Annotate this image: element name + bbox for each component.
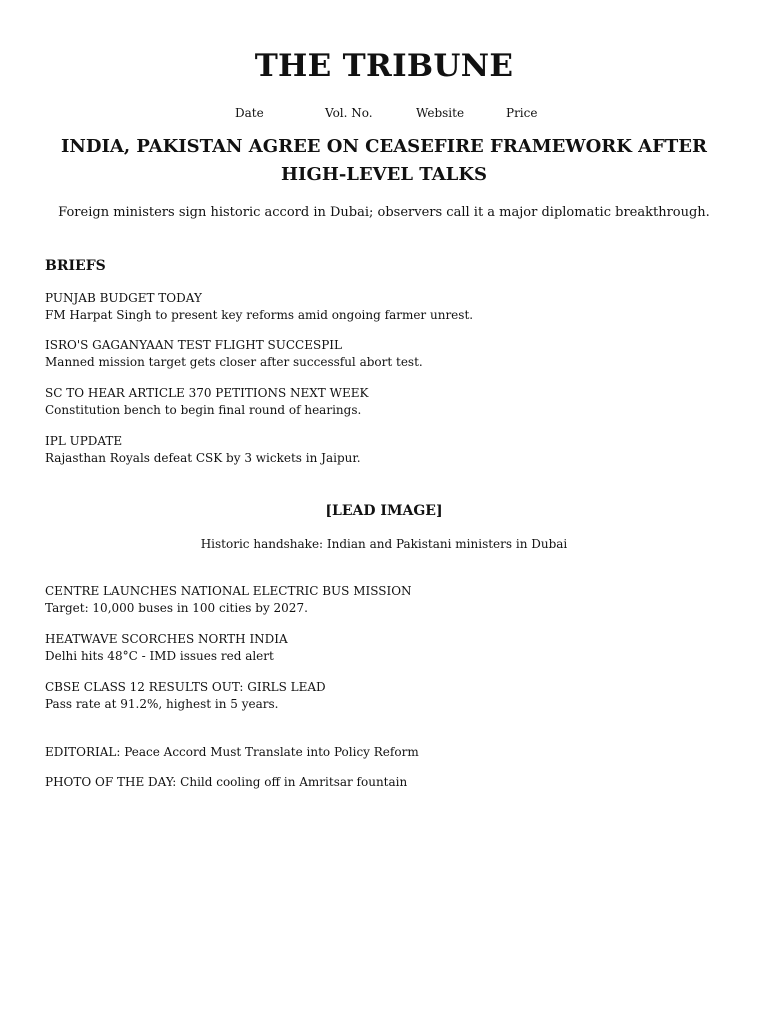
story-body: Target: 10,000 buses in 100 cities by 2027.	[45, 601, 308, 615]
briefs-heading: BRIEFS	[45, 258, 106, 274]
brief-item	[45, 337, 725, 371]
brief-title: ISRO'S GAGANYAAN TEST FLIGHT SUCCESPIL	[45, 338, 342, 352]
meta-website: Website	[416, 106, 465, 120]
story-item	[45, 631, 725, 665]
story-body: Delhi hits 48°C - IMD issues red alert	[45, 649, 274, 663]
story-body: Pass rate at 91.2%, highest in 5 years.	[45, 697, 279, 711]
brief-body: Manned mission target gets closer after successful abort test.	[45, 355, 423, 369]
brief-body: FM Harpat Singh to present key reforms amid ongoing farmer unrest.	[45, 308, 474, 322]
lead-subhead: Foreign ministers sign historic accord in Dubai; observers call it a major diplomatic breakthrough.	[58, 205, 710, 220]
masthead-title: THE TRIBUNE	[254, 48, 514, 84]
story-item	[45, 583, 725, 617]
brief-title: SC TO HEAR ARTICLE 370 PETITIONS NEXT WEEK	[45, 386, 369, 400]
story-title: CENTRE LAUNCHES NATIONAL ELECTRIC BUS MISSION	[45, 584, 412, 598]
story-title: HEATWAVE SCORCHES NORTH INDIA	[45, 632, 288, 646]
meta-volume: Vol. No.	[325, 106, 373, 120]
story-item	[45, 679, 725, 713]
lead-image-caption: Historic handshake: Indian and Pakistani ministers in Dubai	[200, 537, 568, 551]
brief-item	[45, 433, 725, 467]
brief-body: Constitution bench to begin final round of hearings.	[45, 403, 362, 417]
meta-date: Date	[235, 106, 264, 120]
brief-body: Rajasthan Royals defeat CSK by 3 wickets in Jaipur.	[45, 451, 361, 465]
meta-price: Price	[506, 106, 538, 120]
brief-item	[45, 385, 725, 419]
lead-image-placeholder: [LEAD IMAGE]	[325, 503, 443, 519]
photo-of-the-day-line: PHOTO OF THE DAY: Child cooling off in Amritsar fountain	[45, 775, 408, 789]
lead-headline: INDIA, PAKISTAN AGREE ON CEASEFIRE FRAMEWORK AFTER HIGH-LEVEL TALKS	[61, 136, 707, 185]
brief-title: IPL UPDATE	[45, 434, 123, 448]
story-title: CBSE CLASS 12 RESULTS OUT: GIRLS LEAD	[45, 680, 326, 694]
brief-title: PUNJAB BUDGET TODAY	[45, 291, 202, 305]
brief-item	[45, 290, 725, 324]
editorial-line: EDITORIAL: Peace Accord Must Translate into Policy Reform	[45, 745, 419, 759]
